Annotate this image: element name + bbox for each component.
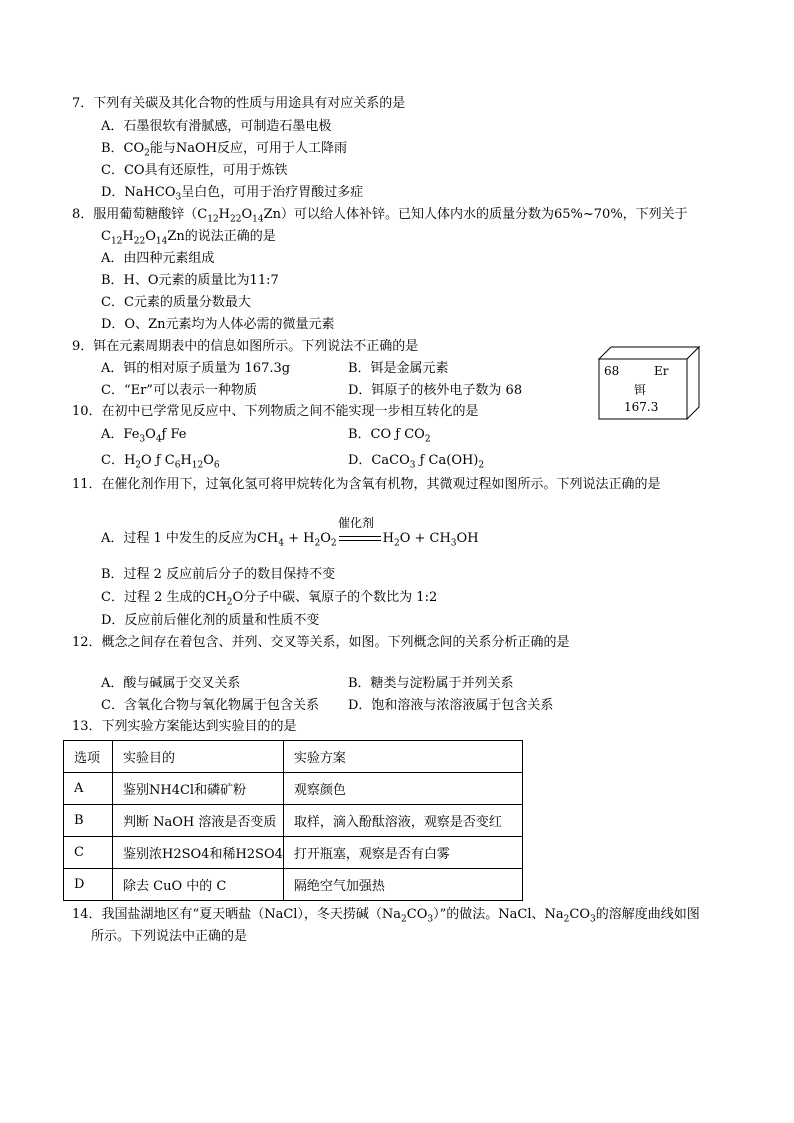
table-header-row (64, 741, 523, 773)
q7-option-c: C．CO具有还原性，可用于炼铁 (101, 163, 288, 178)
q8-option-c: C．C元素的质量分数最大 (101, 295, 251, 310)
table-cell: A (64, 773, 113, 805)
element-name: 铒 (634, 383, 647, 397)
atomic-number: 68 (604, 364, 620, 378)
q12-option-d: D．饱和溶液与浓溶液属于包含关系 (348, 698, 554, 713)
q10-option-c: C．$H_2O$ ƒ $C_6H_{12}O_6$ (101, 453, 220, 471)
q12-stem: 12．概念之间存在着包含、并列、交叉等关系，如图。下列概念间的关系分析正确的是 (72, 635, 570, 650)
q14-stem: 14．我国盐湖地区有“夏天晒盐（NaCl），冬天捞碱$(Na_2CO_3)$”的做法。NaCl、$Na_2CO_3$的溶解度曲线如图 (72, 907, 700, 925)
q7-option-b: B．$CO_2$能与NaOH反应，可用于人工降雨 (101, 141, 348, 159)
q8-option-b: B．H、O元素的质量比为11:7 (101, 273, 279, 288)
table-cell: 隔绝空气加强热 (283, 869, 522, 901)
table-cell: C (64, 837, 113, 869)
table-cell: 判断 NaOH 溶液是否变质 (113, 805, 284, 837)
table-cell: 打开瓶塞，观察是否有白雾 (283, 837, 522, 869)
q10-stem: 10．在初中已学常见反应中、下列物质之间不能实现一步相互转化的是 (72, 404, 479, 419)
table-row (64, 773, 523, 805)
element-cell-erbium (598, 346, 700, 420)
q11-option-a: A．过程 1 中发生的反应为$CH_4 + H_2O_2$ $H_2O + CH_3OH$ (101, 531, 479, 549)
q9-option-b: B．铒是金属元素 (348, 361, 449, 376)
element-symbol: Er (654, 364, 669, 378)
experiment-table (63, 740, 523, 901)
q9-option-c: C．“Er”可以表示一种物质 (101, 383, 257, 398)
equal-sign-double-line (337, 534, 383, 544)
table-header-cell: 实验方案 (283, 741, 522, 773)
q9-option-a: A．铒的相对原子质量为 167.3g (101, 361, 291, 376)
table-cell: 鉴别浓H2SO4和稀H2SO4 (113, 837, 284, 869)
q8-option-a: A．由四种元素组成 (101, 251, 215, 266)
q8-option-d: D．O、Zn元素均为人体必需的微量元素 (101, 317, 335, 332)
table-cell: 鉴别NH4Cl和磷矿粉 (113, 773, 284, 805)
table-row (64, 837, 523, 869)
table-row (64, 805, 523, 837)
atomic-mass: 167.3 (624, 400, 659, 414)
table-cell: B (64, 805, 113, 837)
q11-option-d: D．反应前后催化剂的质量和性质不变 (101, 613, 320, 628)
q7-option-d: D．NaHCO$_3$呈白色，可用于治疗胃酸过多症 (101, 185, 364, 203)
q8-stem: 8．服用葡萄糖酸锌$(C_{12}H_{22}O_{14}Zn)$可以给人体补锌。已知人体内水的质量分数为65%~70%，下列关于 (72, 207, 688, 225)
catalyst-label: 催化剂 (338, 516, 375, 530)
q13-stem: 13．下列实验方案能达到实验目的的是 (72, 719, 297, 734)
q11-option-b: B．过程 2 反应前后分子的数目保持不变 (101, 567, 336, 582)
q12-option-a: A．酸与碱属于交叉关系 (101, 676, 241, 691)
table-row (64, 869, 523, 901)
table-header-cell: 实验目的 (113, 741, 284, 773)
q12-option-c: C．含氧化合物与氧化物属于包含关系 (101, 698, 319, 713)
q9-option-d: D．铒原子的核外电子数为 68 (348, 383, 523, 398)
table-cell: 观察颜色 (283, 773, 522, 805)
table-cell: 取样，滴入酚酞溶液，观察是否变红 (283, 805, 522, 837)
q10-option-d: D．CaCO$_3$ ƒ $Ca(OH)_2$ (348, 453, 485, 471)
q11-option-c: C．过程 2 生成的$CH_2O$分子中碳、氧原子的个数比为 1:2 (101, 590, 438, 608)
q7-option-a: A．石墨很软有滑腻感，可制造石墨电极 (101, 119, 332, 134)
q8-stem-line2: $C_{12}H_{22}O_{14}Zn$的说法正确的是 (101, 229, 276, 247)
table-cell: 除去 CuO 中的 C (113, 869, 284, 901)
q14-stem-line2: 所示。下列说法中正确的是 (91, 929, 248, 944)
q7-stem: 7．下列有关碳及其化合物的性质与用途具有对应关系的是 (72, 96, 406, 111)
q12-option-b: B．糖类与淀粉属于并列关系 (348, 676, 514, 691)
q10-option-b: B．CO ƒ $CO_2$ (348, 427, 431, 445)
q9-stem: 9．铒在元素周期表中的信息如图所示。下列说法不正确的是 (72, 339, 419, 354)
table-cell: D (64, 869, 113, 901)
q11-stem: 11．在催化剂作用下，过氧化氢可将甲烷转化为含氧有机物，其微观过程如图所示。下列说法正确的是 (72, 477, 661, 492)
table-header-cell: 选项 (64, 741, 113, 773)
q10-option-a: A．$Fe_3O_4ƒ$ Fe (101, 427, 187, 445)
